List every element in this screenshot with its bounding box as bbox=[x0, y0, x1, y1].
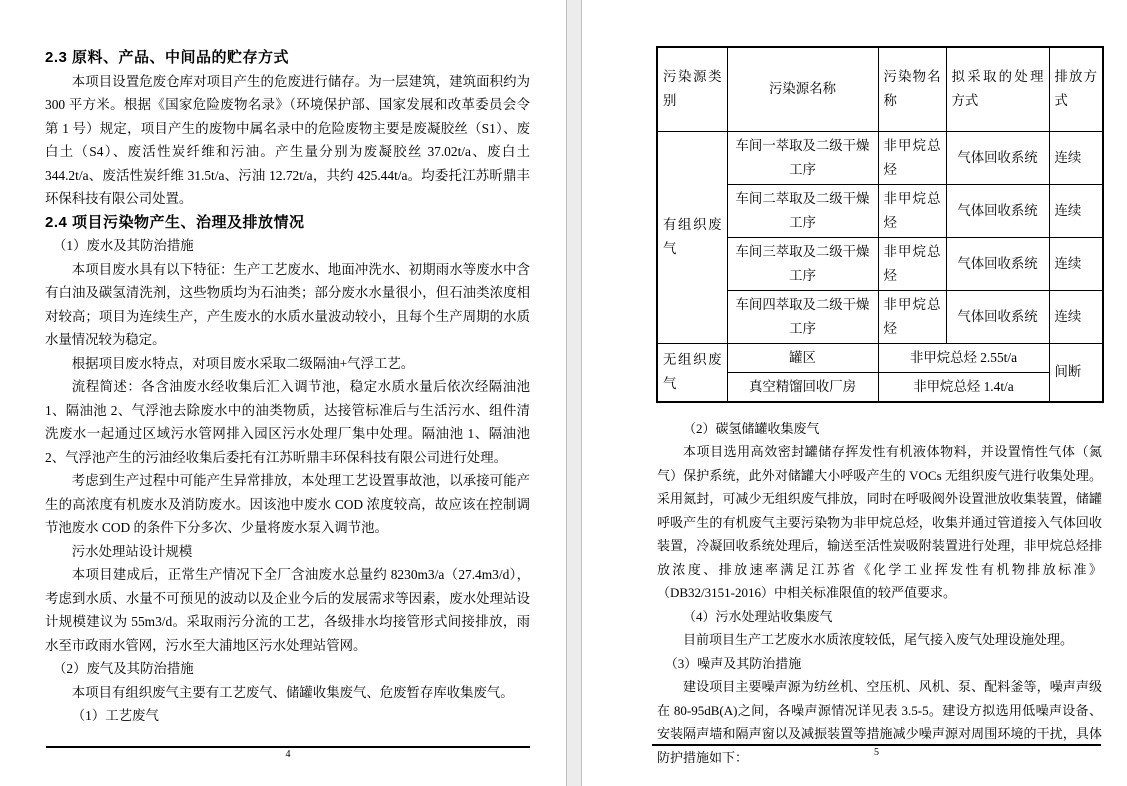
emergency-pool-paragraph: 考虑到生产过程中可能产生异常排放，本处理工艺设置事故池，以承接可能产生的高浓度有机废水及消防废水。因该池中废水 COD 浓度较高，故应该在控制调节池废水 COD 的条件下分多次、少量将废水泵入调节池。 bbox=[45, 473, 530, 535]
page-5-footer bbox=[652, 744, 1101, 760]
sewage-gas-paragraph: 目前项目生产工艺废水水质浓度较低，尾气接入废气处理设施处理。 bbox=[683, 632, 1074, 647]
category-organized-gas: 有组织废气 bbox=[657, 131, 727, 343]
page-gutter bbox=[566, 0, 582, 786]
source-workshop-1: 车间一萃取及二级干燥工序 bbox=[727, 131, 878, 184]
mode-intermittent: 间断 bbox=[1049, 343, 1103, 402]
station-design-paragraph: 本项目建成后，正常生产情况下全厂含油废水总量约 8230m3/a（27.4m3/d），考虑到水质、水量不可预见的波动以及企业今后的发展需求等因素，废水处理站设计规模建议为 55m3/d。采取雨污分流的工艺，各级排水均接管形式间接排放，雨水至市政雨水管网，污水至大浦地区污水处理站管网。 bbox=[45, 567, 530, 653]
source-workshop-3: 车间三萃取及二级干燥工序 bbox=[727, 237, 878, 290]
pollutant-nmhc: 非甲烷总烃 bbox=[878, 237, 946, 290]
pollutant-nmhc: 非甲烷总烃 bbox=[878, 131, 946, 184]
sewage-gas-subheading: （4）污水处理站收集废气 bbox=[683, 608, 833, 624]
process-description-paragraph: 流程简述：各含油废水经收集后汇入调节池，稳定水质水量后依次经隔油池 1、隔油池 2、气浮池去除废水中的油类物质，达接管标准后与生活污水、组件清洗废水一起通过区域污水管网排入园区污水处理厂集中处理。隔油池 1、隔油池 2、气浮池产生的污油经收集后委托有江苏昕鼎丰环保科技有限公司进行处理。 bbox=[45, 379, 530, 465]
mode-continuous: 连续 bbox=[1049, 131, 1103, 184]
header-pollution-source-category: 污染源类别 bbox=[657, 47, 727, 131]
noise-paragraph: 建设项目主要噪声源为纺丝机、空压机、风机、泵、配料釜等，噪声声级在 80-95dB(A)之间，各噪声源情况详见表 3.5-5。建设方拟选用低噪声设备、安装隔声墙和隔声窗以及减振装置等措施减少噪声源对周围环境的干扰，具体防护措施如下： bbox=[657, 679, 1102, 765]
wastewater-features-paragraph: 本项目废水具有以下特征：生产工艺废水、地面冲洗水、初期雨水等废水中含有白油及碳氢清洗剂，这些物质均为石油类；部分废水水量很小，但石油类浓度相对较高；项目为连续生产，产生废水的水质水量波动较小，且每个生产周期的水质水量情况较为稳定。 bbox=[45, 261, 530, 347]
source-tank-area: 罐区 bbox=[727, 343, 878, 372]
pollutant-nmhc: 非甲烷总烃 bbox=[878, 290, 946, 343]
source-vacuum-distillation: 真空精馏回收厂房 bbox=[727, 372, 878, 402]
tank-gas-subheading: （2）碳氢储罐收集废气 bbox=[683, 420, 820, 436]
mode-continuous: 连续 bbox=[1049, 237, 1103, 290]
page-number: 4 bbox=[285, 749, 291, 760]
process-gas-subheading: （1）工艺废气 bbox=[71, 708, 159, 723]
page-number: 5 bbox=[874, 747, 879, 758]
treatment-recovery: 气体回收系统 bbox=[946, 237, 1049, 290]
mode-continuous: 连续 bbox=[1049, 184, 1103, 237]
header-treatment-method: 拟采取的处理方式 bbox=[946, 47, 1049, 131]
treatment-recovery: 气体回收系统 bbox=[946, 184, 1049, 237]
section-2-4-heading: 2.4 项目污染物产生、治理及排放情况 bbox=[45, 213, 305, 231]
pollutant-vacuum-distillation: 非甲烷总烃 1.4t/a bbox=[878, 372, 1049, 402]
mode-continuous: 连续 bbox=[1049, 290, 1103, 343]
source-workshop-4: 车间四萃取及二级干燥工序 bbox=[727, 290, 878, 343]
station-scale-line: 污水处理站设计规模 bbox=[71, 543, 193, 559]
page-5-content bbox=[582, 0, 1127, 769]
tank-gas-paragraph: 本项目选用高效密封罐储存挥发性有机液体物料，并设置惰性气体（氮气）保护系统，此外对储罐大小呼吸产生的 VOCs 无组织废气进行收集处理。采用氮封，可减少无组织废气排放，同时在呼吸阀外设置泄放收集装置，储罐呼吸产生的有机废气主要污染物为非甲烷总烃，收集并通过管道接入气体回收装置，冷凝回收系统处理后，输送至活性炭吸附装置进行处理，非甲烷总烃排放浓度、排放速率满足江苏省《化学工业挥发性有机物排放标准》（DB32/3151-2016）中相关标准限值的较严值要求。 bbox=[657, 444, 1102, 600]
treatment-recovery: 气体回收系统 bbox=[946, 131, 1049, 184]
page-5 bbox=[582, 0, 1127, 786]
waste-gas-subheading: （2）废气及其防治措施 bbox=[53, 661, 194, 676]
header-pollution-source-name: 污染源名称 bbox=[727, 47, 878, 131]
wastewater-subheading: （1）废水及其防治措施 bbox=[53, 238, 194, 253]
pollution-source-table bbox=[656, 46, 1104, 403]
hazardous-waste-paragraph: 本项目设置危废仓库对项目产生的危废进行储存。为一层建筑，建筑面积约为 300 平方米。根据《国家危险废物名录》（环境保护部、国家发展和改革委员会令第 1 号）规定，项目产生的废物中属名录中的危险废物主要是废凝胶丝（S1）、废白土（S4）、废活性炭纤维和污油。产生量分别为废凝胶丝 37.02t/a、废白土 344.2t/a、废活性炭纤维 31.5t/a、污油 12.72t/a，共约 425.44t/a。均委托江苏昕鼎丰环保科技有限公司处置。 bbox=[45, 73, 530, 206]
category-unorganized-gas: 无组织废气 bbox=[657, 343, 727, 402]
treatment-recovery: 气体回收系统 bbox=[946, 290, 1049, 343]
page-4-footer bbox=[46, 746, 530, 762]
pollutant-nmhc: 非甲烷总烃 bbox=[878, 184, 946, 237]
source-workshop-2: 车间二萃取及二级干燥工序 bbox=[727, 184, 878, 237]
pollutant-tank-area: 非甲烷总烃 2.55t/a bbox=[878, 343, 1049, 372]
section-2-3-heading: 2.3 原料、产品、中间品的贮存方式 bbox=[45, 49, 290, 66]
organized-gas-paragraph: 本项目有组织废气主要有工艺废气、储罐收集废气、危废暂存库收集废气。 bbox=[71, 684, 514, 700]
header-pollutant-name: 污染物名称 bbox=[878, 47, 946, 131]
header-discharge-mode: 排放方式 bbox=[1049, 47, 1103, 131]
page-4-content bbox=[0, 0, 566, 728]
treatment-process-line: 根据项目废水特点，对项目废水采取二级隔油+气浮工艺。 bbox=[71, 355, 415, 371]
noise-subheading: （3）噪声及其防治措施 bbox=[664, 655, 802, 671]
